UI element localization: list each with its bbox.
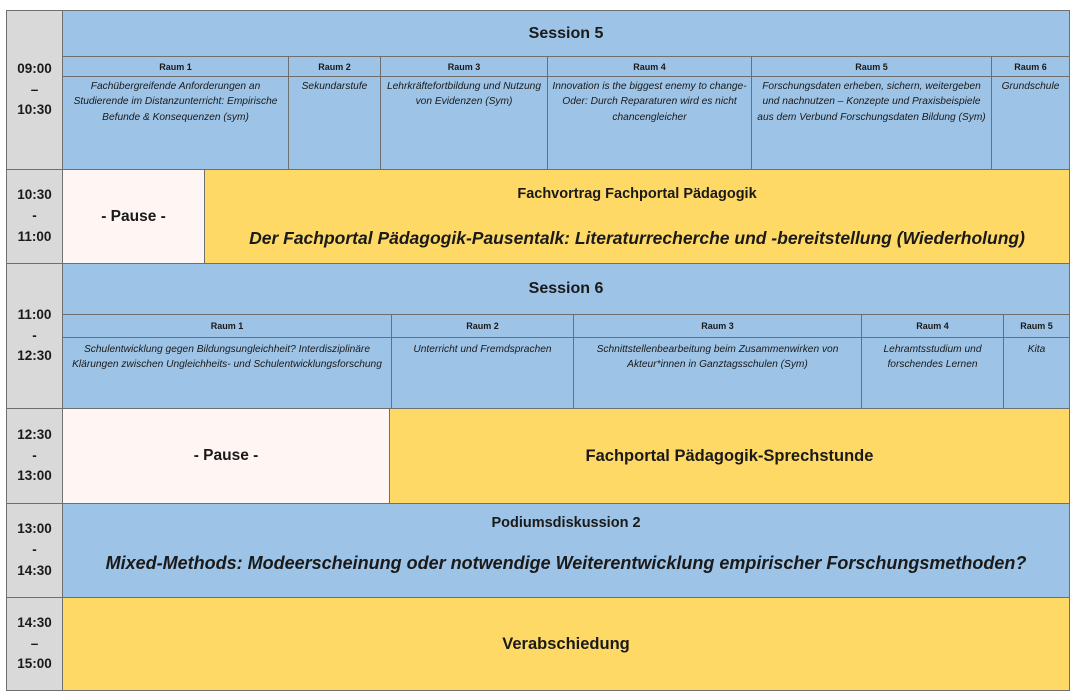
s6-room-2-header: Raum 2 — [391, 314, 574, 338]
time-start: 12:30 — [17, 426, 52, 442]
s6-room-3-header: Raum 3 — [573, 314, 862, 338]
s5-room-6-topic: Grundschule — [991, 76, 1070, 170]
time-sep: - — [32, 327, 37, 343]
s5-room-5-header: Raum 5 — [751, 56, 992, 77]
pause-label: - Pause - — [62, 169, 205, 264]
session-6-title: Session 6 — [62, 263, 1070, 315]
podium-subtitle: Mixed-Methods: Modeerscheinung oder notwendige Weiterentwicklung empirischer Forschungsmethoden? — [105, 553, 1027, 573]
s5-room-2-header: Raum 2 — [288, 56, 381, 77]
fachvortrag-title: Fachvortrag Fachportal Pädagogik — [517, 186, 757, 202]
time-cell-farewell — [6, 597, 63, 691]
farewell-title: Verabschiedung — [62, 597, 1070, 691]
time-end: 10:30 — [17, 102, 52, 118]
podium-title: Podiumsdiskussion 2 — [491, 515, 641, 531]
podium-block — [62, 503, 1070, 598]
s6-room-4-topic: Lehramtsstudium und forschendes Lernen — [861, 337, 1004, 409]
s5-room-1-header: Raum 1 — [62, 56, 289, 77]
s6-room-5-topic: Kita — [1003, 337, 1070, 409]
time-start: 14:30 — [17, 614, 52, 630]
time-sep: - — [32, 208, 37, 224]
s5-room-4-topic: Innovation is the biggest enemy to change- Oder: Durch Reparaturen wird es nicht chancengleicher — [547, 76, 752, 170]
s5-room-3-topic: Lehrkräftefortbildung und Nutzung von Evidenzen (Sym) — [380, 76, 548, 170]
fachvortrag-block — [204, 169, 1070, 264]
fachvortrag-subtitle: Der Fachportal Pädagogik-Pausentalk: Literaturrecherche und -bereitstellung (Wiederholung) — [249, 228, 1025, 248]
session-5-title: Session 5 — [62, 10, 1070, 57]
time-cell-session-5 — [6, 10, 63, 170]
s5-room-4-header: Raum 4 — [547, 56, 752, 77]
time-sep: – — [30, 81, 39, 97]
time-cell-podium — [6, 503, 63, 598]
s5-room-6-header: Raum 6 — [991, 56, 1070, 77]
s6-room-4-header: Raum 4 — [861, 314, 1004, 338]
time-cell-break-1 — [6, 169, 63, 264]
s5-room-5-topic: Forschungsdaten erheben, sichern, weitergeben und nachnutzen – Konzepte und Praxisbeispiele aus dem Verbund Forschungsdaten Bildung (Sym) — [751, 76, 992, 170]
s6-room-2-topic: Unterricht und Fremdsprachen — [391, 337, 574, 409]
sprechstunde-title: Fachportal Pädagogik-Sprechstunde — [389, 408, 1070, 504]
s5-room-1-topic: Fachübergreifende Anforderungen an Studierende im Distanzunterricht: Empirische Befunde & Konsequenzen (sym) — [62, 76, 289, 170]
time-sep: - — [32, 542, 37, 558]
s6-room-1-header: Raum 1 — [62, 314, 392, 338]
time-end: 12:30 — [17, 348, 52, 364]
s5-room-3-header: Raum 3 — [380, 56, 548, 77]
time-end: 11:00 — [17, 228, 52, 244]
time-end: 13:00 — [17, 468, 52, 484]
time-cell-session-6 — [6, 263, 63, 409]
time-sep: - — [32, 447, 37, 463]
time-start: 11:00 — [17, 306, 52, 322]
time-sep: – — [30, 635, 39, 651]
pause-label: - Pause - — [62, 408, 390, 504]
time-start: 09:00 — [17, 60, 52, 76]
time-start: 13:00 — [17, 521, 52, 537]
time-cell-break-2 — [6, 408, 63, 504]
s6-room-3-topic: Schnittstellenbearbeitung beim Zusammenwirken von Akteur*innen in Ganztagsschulen (Sym) — [573, 337, 862, 409]
time-end: 15:00 — [17, 656, 52, 672]
s6-room-1-topic: Schulentwicklung gegen Bildungsungleichheit? Interdisziplinäre Klärungen zwischen Ungleichheits- und Schulentwicklungsforschung — [62, 337, 392, 409]
time-start: 10:30 — [17, 187, 52, 203]
s5-room-2-topic: Sekundarstufe — [288, 76, 381, 170]
s6-room-5-header: Raum 5 — [1003, 314, 1070, 338]
time-end: 14:30 — [17, 562, 52, 578]
